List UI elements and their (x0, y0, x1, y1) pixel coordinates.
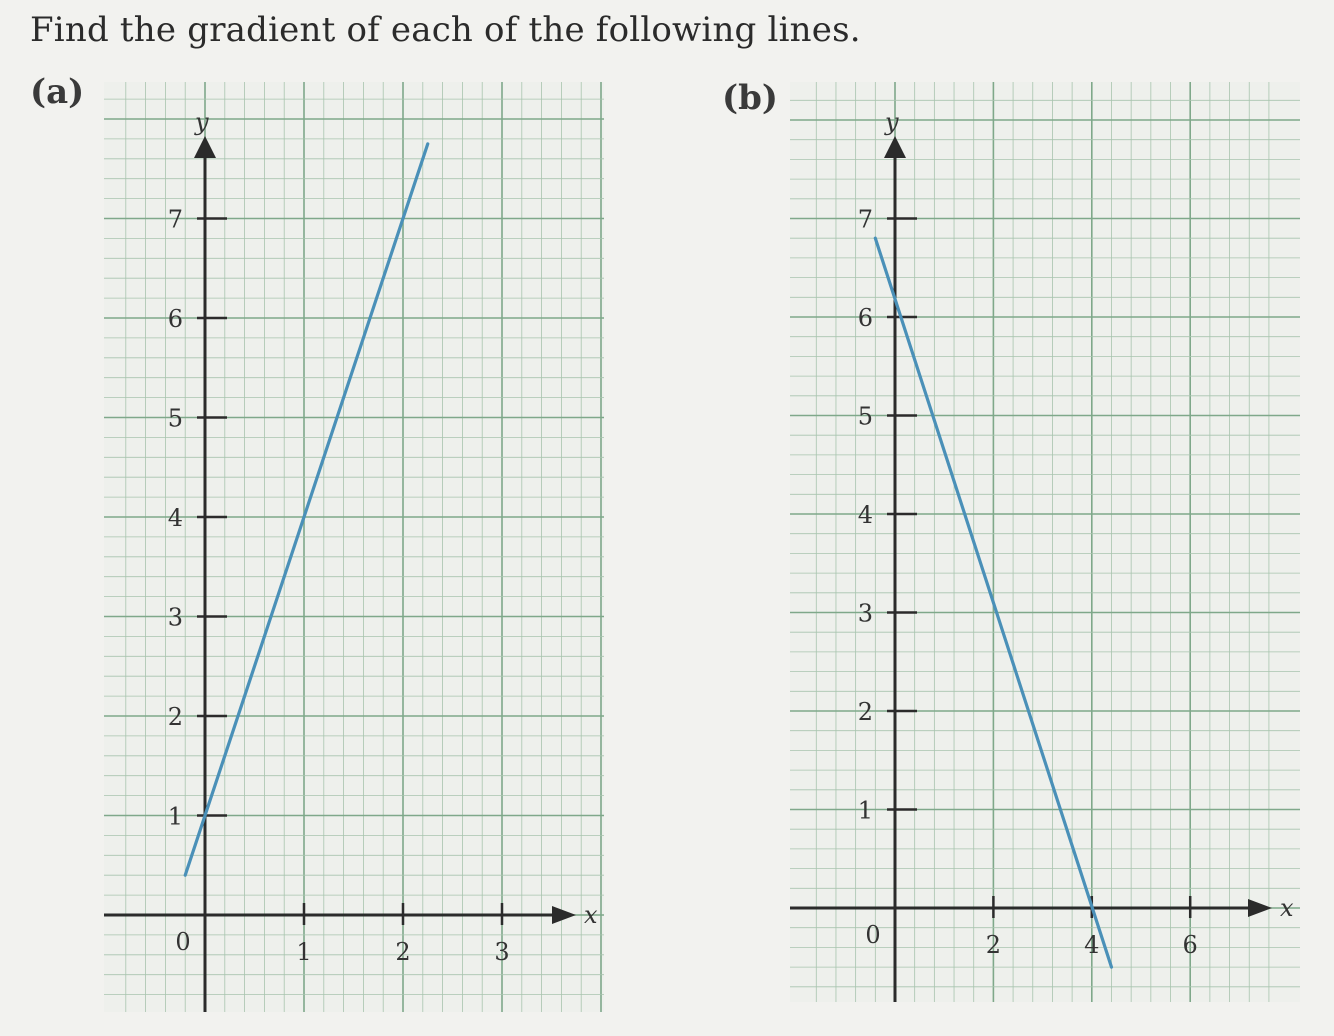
y-tick-label: 1 (167, 802, 183, 831)
x-tick-label: 2 (395, 938, 411, 966)
origin-label: 0 (865, 921, 881, 949)
y-tick-label: 6 (167, 305, 183, 333)
origin-label: 0 (175, 928, 191, 956)
y-axis-label: y (885, 108, 899, 136)
x-tick-label: 4 (1084, 931, 1100, 959)
graph-a (104, 82, 604, 1012)
y-tick-label: 3 (857, 599, 873, 628)
y-tick-label: 7 (857, 205, 873, 234)
part-a-label: (a) (30, 72, 85, 112)
y-tick-label: 2 (167, 703, 183, 731)
x-tick-label: 1 (296, 938, 312, 966)
y-tick-label: 5 (167, 404, 183, 433)
y-tick-label: 5 (857, 402, 873, 431)
x-tick-label: 3 (494, 938, 510, 966)
y-tick-label: 6 (857, 304, 873, 332)
y-tick-label: 2 (857, 698, 873, 726)
x-axis-label: x (584, 901, 598, 929)
y-tick-label: 3 (167, 603, 183, 632)
y-tick-label: 1 (857, 796, 873, 825)
graph-b (790, 82, 1300, 1002)
y-tick-label: 4 (857, 501, 873, 529)
y-tick-label: 7 (167, 205, 183, 234)
question-text: Find the gradient of each of the following lines. (30, 10, 861, 50)
x-tick-label: 6 (1182, 931, 1198, 959)
x-tick-label: 2 (985, 931, 1002, 959)
part-b-label: (b) (722, 78, 778, 118)
y-tick-label: 4 (167, 504, 183, 532)
x-axis-label: x (1280, 894, 1294, 922)
y-axis-label: y (195, 108, 209, 136)
